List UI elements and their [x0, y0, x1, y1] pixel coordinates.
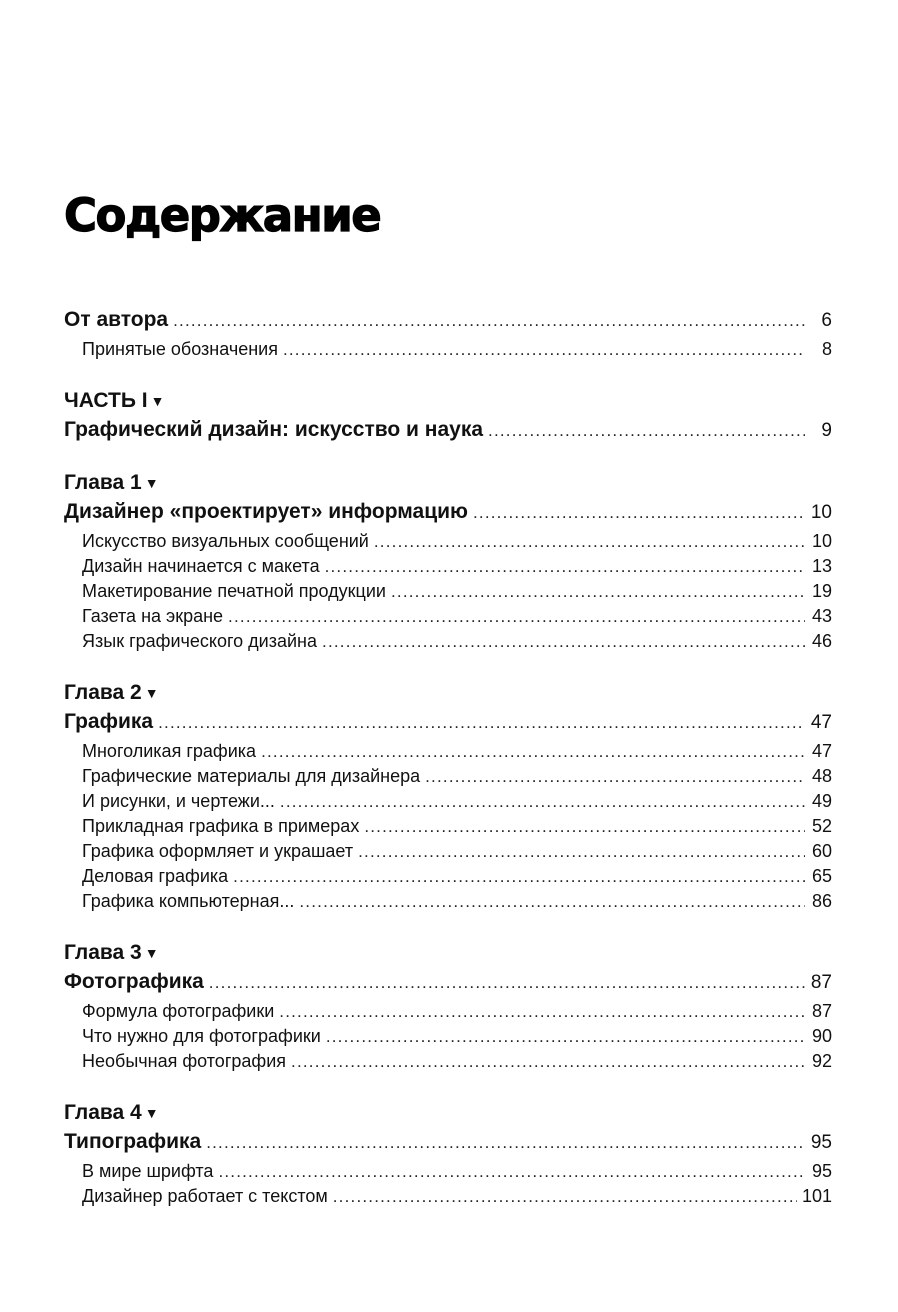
page-number: 8: [821, 339, 832, 359]
table-of-contents: [64, 305, 832, 1209]
triangle-down-icon: ▼: [144, 1105, 159, 1121]
page-number: 48: [811, 766, 832, 786]
toc-sub-entry[interactable]: [64, 739, 832, 764]
page-number: 92: [811, 1051, 832, 1071]
toc-group-chapter-4: [64, 1098, 832, 1209]
toc-sub-entry[interactable]: [64, 629, 832, 654]
entry-title: От автора: [64, 308, 169, 331]
dot-leader: [333, 1184, 797, 1209]
toc-sub-entry[interactable]: [64, 1049, 832, 1074]
dot-leader: [228, 604, 805, 629]
entry-title: Язык графического дизайна: [82, 631, 318, 651]
chapter-heading: [64, 678, 832, 707]
toc-sub-entry[interactable]: [64, 1184, 832, 1209]
toc-sub-entry[interactable]: [64, 999, 832, 1024]
page-number: 10: [810, 502, 832, 523]
entry-title: Искусство визуальных сообщений: [82, 531, 369, 551]
toc-sub-entry[interactable]: [64, 864, 832, 889]
part-heading: [64, 386, 832, 415]
page-number: 47: [810, 712, 832, 733]
page-title: Содержание: [64, 189, 381, 242]
toc-sub-entry[interactable]: [64, 579, 832, 604]
toc-main-entry[interactable]: [64, 415, 832, 444]
entry-title: Графические материалы для дизайнера: [82, 766, 421, 786]
chapter-label: Глава 1: [64, 471, 142, 494]
chapter-heading: [64, 1098, 832, 1127]
dot-leader: [358, 839, 805, 864]
chapter-heading: [64, 468, 832, 497]
dot-leader: [283, 337, 805, 362]
page-number: 6: [821, 310, 832, 331]
page-number: 49: [811, 791, 832, 811]
entry-title: Дизайнер работает с текстом: [82, 1186, 328, 1206]
dot-leader: [299, 889, 805, 914]
toc-sub-entry[interactable]: [64, 1159, 832, 1184]
page-number: 90: [811, 1026, 832, 1046]
triangle-down-icon: ▼: [144, 945, 159, 961]
page-number: 43: [811, 606, 832, 626]
dot-leader: [158, 708, 805, 737]
page-number: 9: [821, 420, 832, 441]
page-number: 95: [811, 1161, 832, 1181]
toc-group-chapter-1: [64, 468, 832, 654]
entry-title: Графика: [64, 710, 154, 733]
dot-leader: [280, 789, 805, 814]
toc-sub-entry[interactable]: [64, 529, 832, 554]
toc-group-part-1: [64, 386, 832, 444]
entry-title: Графика компьютерная...: [82, 891, 295, 911]
part-label: ЧАСТЬ I: [64, 389, 148, 412]
toc-sub-entry[interactable]: [64, 814, 832, 839]
entry-title: Деловая графика: [82, 866, 229, 886]
dot-leader: [374, 529, 805, 554]
toc-main-entry[interactable]: [64, 707, 832, 736]
entry-title: Необычная фотография: [82, 1051, 287, 1071]
toc-sub-entry[interactable]: [64, 1024, 832, 1049]
chapter-label: Глава 4: [64, 1101, 142, 1124]
dot-leader: [488, 416, 805, 445]
page-number: 13: [811, 556, 832, 576]
entry-title: И рисунки, и чертежи...: [82, 791, 275, 811]
toc-sub-entry[interactable]: [64, 889, 832, 914]
toc-main-entry[interactable]: [64, 1127, 832, 1156]
entry-title: Макетирование печатной продукции: [82, 581, 386, 601]
toc-group-chapter-2: [64, 678, 832, 914]
entry-title: Дизайнер «проектирует» информацию: [64, 500, 468, 523]
entry-title: Многоликая графика: [82, 741, 257, 761]
dot-leader: [425, 764, 805, 789]
toc-sub-entry[interactable]: [64, 337, 832, 362]
toc-group-chapter-3: [64, 938, 832, 1074]
entry-title: Фотографика: [64, 970, 204, 993]
dot-leader: [279, 999, 805, 1024]
toc-sub-entry[interactable]: [64, 789, 832, 814]
page-number: 87: [810, 972, 832, 993]
toc-main-entry[interactable]: [64, 967, 832, 996]
page-number: 10: [811, 531, 832, 551]
dot-leader: [364, 814, 805, 839]
toc-sub-entry[interactable]: [64, 764, 832, 789]
entry-title: Типографика: [64, 1130, 202, 1153]
page-number: 60: [811, 841, 832, 861]
dot-leader: [233, 864, 805, 889]
dot-leader: [209, 968, 805, 997]
page-number: 47: [811, 741, 832, 761]
chapter-label: Глава 2: [64, 681, 142, 704]
triangle-down-icon: ▼: [144, 475, 159, 491]
page-number: 101: [801, 1186, 832, 1206]
page-number: 52: [811, 816, 832, 836]
entry-title: Формула фотографики: [82, 1001, 275, 1021]
dot-leader: [206, 1128, 805, 1157]
dot-leader: [291, 1049, 805, 1074]
toc-main-entry[interactable]: [64, 305, 832, 334]
entry-title: Что нужно для фотографики: [82, 1026, 321, 1046]
entry-title: Дизайн начинается с макета: [82, 556, 320, 576]
entry-title: Прикладная графика в примерах: [82, 816, 360, 836]
page-number: 65: [811, 866, 832, 886]
entry-title: В мире шрифта: [82, 1161, 214, 1181]
page-number: 86: [811, 891, 832, 911]
page-number: 19: [811, 581, 832, 601]
dot-leader: [218, 1159, 805, 1184]
toc-sub-entry[interactable]: [64, 604, 832, 629]
triangle-down-icon: ▼: [144, 685, 159, 701]
dot-leader: [173, 306, 805, 335]
triangle-down-icon: ▼: [150, 393, 165, 409]
dot-leader: [261, 739, 805, 764]
dot-leader: [326, 1024, 805, 1049]
entry-title: Графика оформляет и украшает: [82, 841, 354, 861]
page-number: 87: [811, 1001, 832, 1021]
chapter-heading: [64, 938, 832, 967]
chapter-label: Глава 3: [64, 941, 142, 964]
toc-main-entry[interactable]: [64, 497, 832, 526]
entry-title: Принятые обозначения: [82, 339, 278, 359]
dot-leader: [473, 498, 805, 527]
toc-group-author: [64, 305, 832, 362]
page-number: 95: [810, 1132, 832, 1153]
dot-leader: [391, 579, 805, 604]
toc-sub-entry[interactable]: [64, 554, 832, 579]
entry-title: Газета на экране: [82, 606, 224, 626]
entry-title: Графический дизайн: искусство и наука: [64, 418, 484, 441]
page-number: 46: [811, 631, 832, 651]
dot-leader: [322, 629, 805, 654]
dot-leader: [325, 554, 805, 579]
toc-sub-entry[interactable]: [64, 839, 832, 864]
